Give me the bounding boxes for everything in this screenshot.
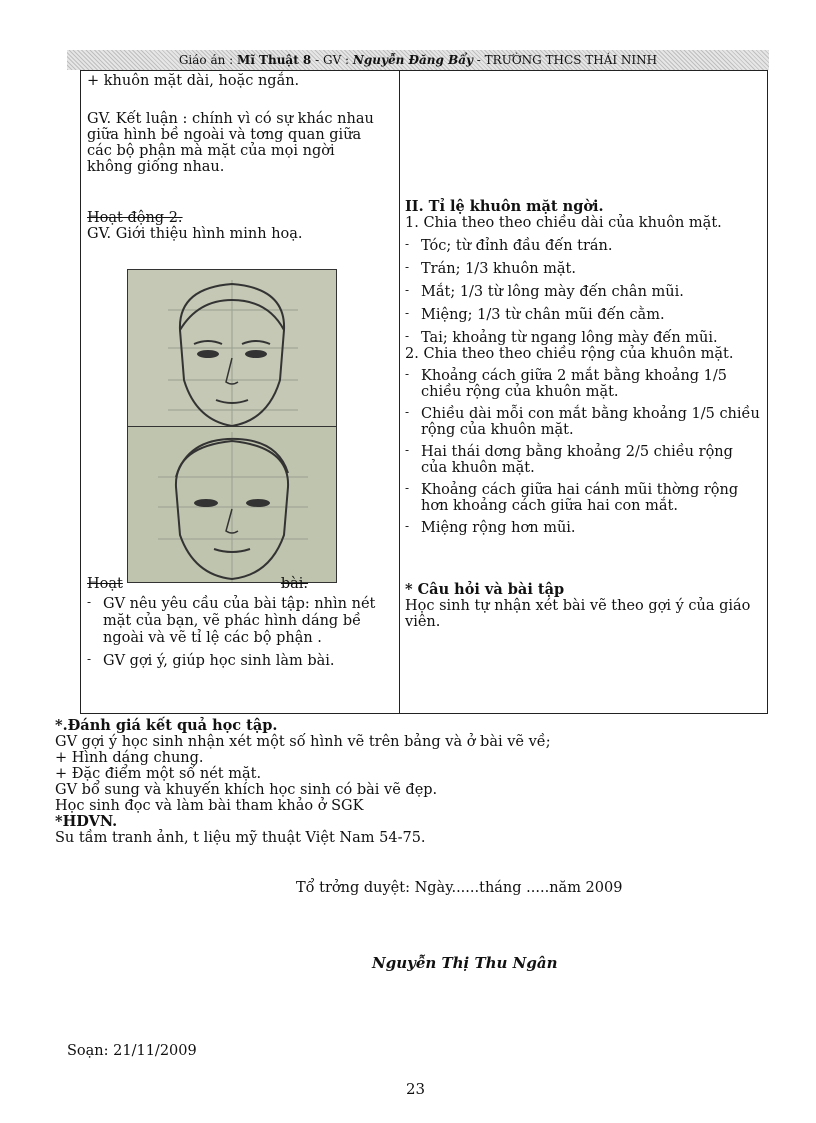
text-line: 2. Chia theo theo chiều rộng của khuôn mặt. <box>405 346 734 362</box>
activity-3-end: bài. <box>280 576 309 592</box>
text-line: Học sinh tự nhận xét bài vẽ theo gợi ý của giáo viên. <box>405 598 751 630</box>
section-heading: *HDVN. <box>55 813 118 830</box>
text-line: + Đặc điểm một số nét mặt. <box>55 766 262 782</box>
header-teacher: Nguyễn Đăng Bẩy <box>352 53 473 67</box>
bullet-item: - Tai; khoảng từ ngang lông mày đến mũi. <box>405 330 761 346</box>
page-header <box>67 50 769 70</box>
bullet-item: - Khoảng cách giữa 2 mắt bằng khoảng 1/5 chiều rộng của khuôn mặt. <box>405 368 761 400</box>
header-school: - TRƯỜNG THCS THÁI NINH <box>476 53 658 67</box>
face-illustration <box>127 269 337 583</box>
column-divider <box>399 71 400 713</box>
page-number: 23 <box>406 1080 426 1098</box>
left-column <box>87 71 392 242</box>
section-heading: * Câu hỏi và bài tập <box>405 581 565 598</box>
text-line: giữa hình bề ngoài và tơng quan giữa <box>87 127 362 143</box>
right-column <box>405 199 761 630</box>
face-sketch-image <box>128 426 336 583</box>
text-line: GV. Giới thiệu hình minh hoạ. <box>87 226 303 242</box>
bullet-item: - Chiều dài mỗi con mắt bằng khoảng 1/5 chiều rộng của khuôn mặt. <box>405 406 761 438</box>
bullet-item: - Trán; 1/3 khuôn mặt. <box>405 261 761 277</box>
approval-line: Tổ trởng duyệt: Ngày......tháng .....năm 2009 <box>296 880 623 896</box>
bullet-item: - Miệng; 1/3 từ chân mũi đến cằm. <box>405 307 761 323</box>
text-line: + Hình dáng chung. <box>55 750 204 766</box>
text-line: GV bổ sung và khuyến khích học sinh có bài vẽ đẹp. <box>55 782 438 798</box>
activity-3-heading <box>87 576 392 592</box>
bullet-item: - GV nêu yêu cầu của bài tập: nhìn nét mặt của bạn, vẽ phác hình dáng bề ngoài và vẽ tỉ lệ các bộ phận . <box>87 596 392 647</box>
bullet-item: - Miệng rộng hơn mũi. <box>405 520 761 536</box>
text-line: GV. Kết luận : chính vì có sự khác nhau <box>87 111 374 127</box>
header-gv-label: - GV : <box>315 53 350 67</box>
text-line: Học sinh đọc và làm bài tham khảo ở SGK <box>55 798 364 814</box>
text-line: các bộ phận mà mặt của mọi ngời <box>87 143 335 159</box>
section-heading: II. Tỉ lệ khuôn mặt ngời. <box>405 198 604 215</box>
lesson-table <box>80 70 768 714</box>
header-prefix: Giáo án : <box>178 53 234 67</box>
bullet-item: - Tóc; từ đỉnh đầu đến trán. <box>405 238 761 254</box>
bullet-item: - GV gợi ý, giúp học sinh làm bài. <box>87 653 392 669</box>
activity-heading: Hoạt động 2. <box>87 210 183 226</box>
text-line: + khuôn mặt dài, hoặc ngắn. <box>87 73 300 89</box>
bullet-item: - Khoảng cách giữa hai cánh mũi thờng rộng hơn khoảng cách giữa hai con mắt. <box>405 482 761 514</box>
signature: Nguyễn Thị Thu Ngân <box>372 954 558 972</box>
assessment-section <box>55 718 775 846</box>
prepared-date: Soạn: 21/11/2009 <box>67 1043 197 1059</box>
section-heading: *.Đánh giá kết quả học tập. <box>55 717 278 734</box>
left-column-bottom <box>87 576 392 669</box>
face-front-image <box>128 270 336 426</box>
activity-3-start: Hoạt <box>87 576 123 592</box>
bullet-item: - Hai thái dơng bằng khoảng 2/5 chiều rộng của khuôn mặt. <box>405 444 761 476</box>
text-line: 1. Chia theo theo chiều dài của khuôn mặt. <box>405 215 722 231</box>
text-line: GV gợi ý học sinh nhận xét một số hình vẽ trên bảng và ở bài vẽ về; <box>55 734 551 750</box>
bullet-item: - Mắt; 1/3 từ lông mày đến chân mũi. <box>405 284 761 300</box>
header-subject: Mĩ Thuật 8 <box>237 53 312 67</box>
text-line: không giống nhau. <box>87 159 225 175</box>
text-line: Su tầm tranh ảnh, t liệu mỹ thuật Việt Nam 54-75. <box>55 830 426 846</box>
